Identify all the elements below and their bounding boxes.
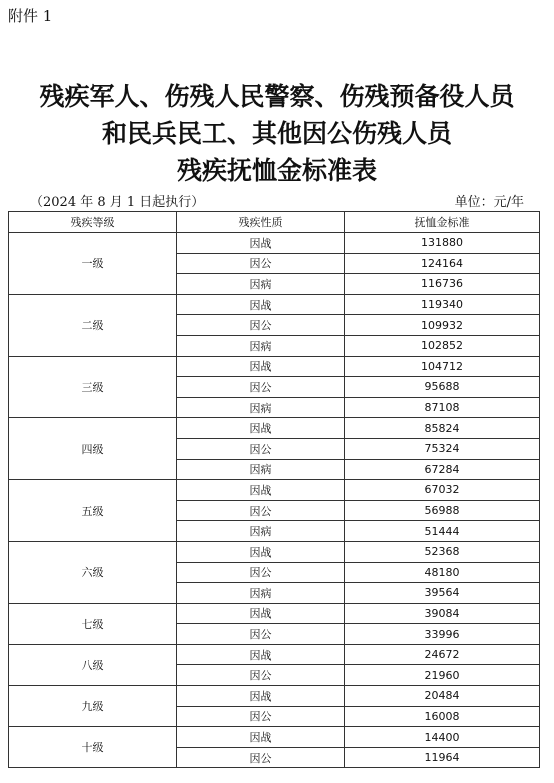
pension-amount-cell: 14400 xyxy=(345,727,540,748)
pension-amount-cell: 102852 xyxy=(345,335,540,356)
attachment-label: 附件 1 xyxy=(8,7,53,25)
disability-nature-cell: 因战 xyxy=(177,541,345,562)
disability-nature-cell: 因病 xyxy=(177,521,345,542)
disability-nature-cell: 因战 xyxy=(177,644,345,665)
pension-amount-cell: 116736 xyxy=(345,274,540,295)
table-body xyxy=(9,233,540,768)
pension-amount-cell: 95688 xyxy=(345,377,540,398)
disability-nature-cell: 因公 xyxy=(177,500,345,521)
title-line-2: 和民兵民工、其他因公伤残人员 xyxy=(101,119,452,148)
disability-nature-cell: 因战 xyxy=(177,727,345,748)
pension-amount-cell: 16008 xyxy=(345,706,540,727)
pension-amount-cell: 21960 xyxy=(345,665,540,686)
disability-nature-cell: 因公 xyxy=(177,377,345,398)
pension-amount-cell: 131880 xyxy=(345,233,540,254)
disability-nature-cell: 因战 xyxy=(177,480,345,501)
disability-nature-cell: 因战 xyxy=(177,356,345,377)
table-row xyxy=(9,294,540,315)
pension-amount-cell: 104712 xyxy=(345,356,540,377)
disability-level-cell: 一级 xyxy=(9,233,177,295)
disability-nature-cell: 因病 xyxy=(177,274,345,295)
disability-nature-cell: 因公 xyxy=(177,315,345,336)
disability-level-cell: 十级 xyxy=(9,727,177,768)
table-row xyxy=(9,480,540,501)
pension-amount-cell: 85824 xyxy=(345,418,540,439)
table-row xyxy=(9,686,540,707)
header-nature: 残疾性质 xyxy=(177,212,345,233)
disability-nature-cell: 因病 xyxy=(177,397,345,418)
pension-amount-cell: 20484 xyxy=(345,686,540,707)
disability-level-cell: 九级 xyxy=(9,686,177,727)
disability-nature-cell: 因战 xyxy=(177,418,345,439)
disability-nature-cell: 因战 xyxy=(177,233,345,254)
pension-amount-cell: 124164 xyxy=(345,253,540,274)
effective-date-note: （2024 年 8 月 1 日起执行） xyxy=(30,195,205,210)
table-row xyxy=(9,644,540,665)
disability-nature-cell: 因战 xyxy=(177,294,345,315)
unit-note: 单位：元/年 xyxy=(454,195,524,210)
disability-nature-cell: 因公 xyxy=(177,665,345,686)
disability-level-cell: 三级 xyxy=(9,356,177,418)
disability-nature-cell: 因公 xyxy=(177,562,345,583)
pension-amount-cell: 52368 xyxy=(345,541,540,562)
table-row xyxy=(9,727,540,748)
pension-amount-cell: 119340 xyxy=(345,294,540,315)
disability-nature-cell: 因病 xyxy=(177,335,345,356)
disability-nature-cell: 因战 xyxy=(177,686,345,707)
pension-amount-cell: 75324 xyxy=(345,438,540,459)
disability-level-cell: 六级 xyxy=(9,541,177,603)
pension-amount-cell: 109932 xyxy=(345,315,540,336)
disability-nature-cell: 因公 xyxy=(177,624,345,645)
table-row xyxy=(9,233,540,254)
header-amount: 抚恤金标准 xyxy=(345,212,540,233)
pension-amount-cell: 67284 xyxy=(345,459,540,480)
disability-nature-cell: 因公 xyxy=(177,706,345,727)
pension-amount-cell: 56988 xyxy=(345,500,540,521)
header-level: 残疾等级 xyxy=(9,212,177,233)
title-line-3: 残疾抚恤金标准表 xyxy=(176,156,377,185)
pension-amount-cell: 87108 xyxy=(345,397,540,418)
disability-nature-cell: 因公 xyxy=(177,747,345,768)
table-row xyxy=(9,418,540,439)
pension-amount-cell: 67032 xyxy=(345,480,540,501)
disability-level-cell: 七级 xyxy=(9,603,177,644)
pension-standard-table xyxy=(8,211,540,768)
pension-amount-cell: 51444 xyxy=(345,521,540,542)
disability-nature-cell: 因公 xyxy=(177,253,345,274)
disability-level-cell: 二级 xyxy=(9,294,177,356)
disability-nature-cell: 因战 xyxy=(177,603,345,624)
pension-amount-cell: 39564 xyxy=(345,583,540,604)
pension-amount-cell: 48180 xyxy=(345,562,540,583)
pension-amount-cell: 11964 xyxy=(345,747,540,768)
pension-amount-cell: 33996 xyxy=(345,624,540,645)
table-row xyxy=(9,541,540,562)
disability-level-cell: 八级 xyxy=(9,644,177,685)
disability-nature-cell: 因公 xyxy=(177,438,345,459)
table-row xyxy=(9,603,540,624)
disability-nature-cell: 因病 xyxy=(177,583,345,604)
disability-level-cell: 四级 xyxy=(9,418,177,480)
table-row xyxy=(9,356,540,377)
title-line-1: 残疾军人、伤残人民警察、伤残预备役人员 xyxy=(39,82,515,111)
table-header-row xyxy=(9,212,540,233)
pension-amount-cell: 24672 xyxy=(345,644,540,665)
pension-amount-cell: 39084 xyxy=(345,603,540,624)
disability-level-cell: 五级 xyxy=(9,480,177,542)
disability-nature-cell: 因病 xyxy=(177,459,345,480)
